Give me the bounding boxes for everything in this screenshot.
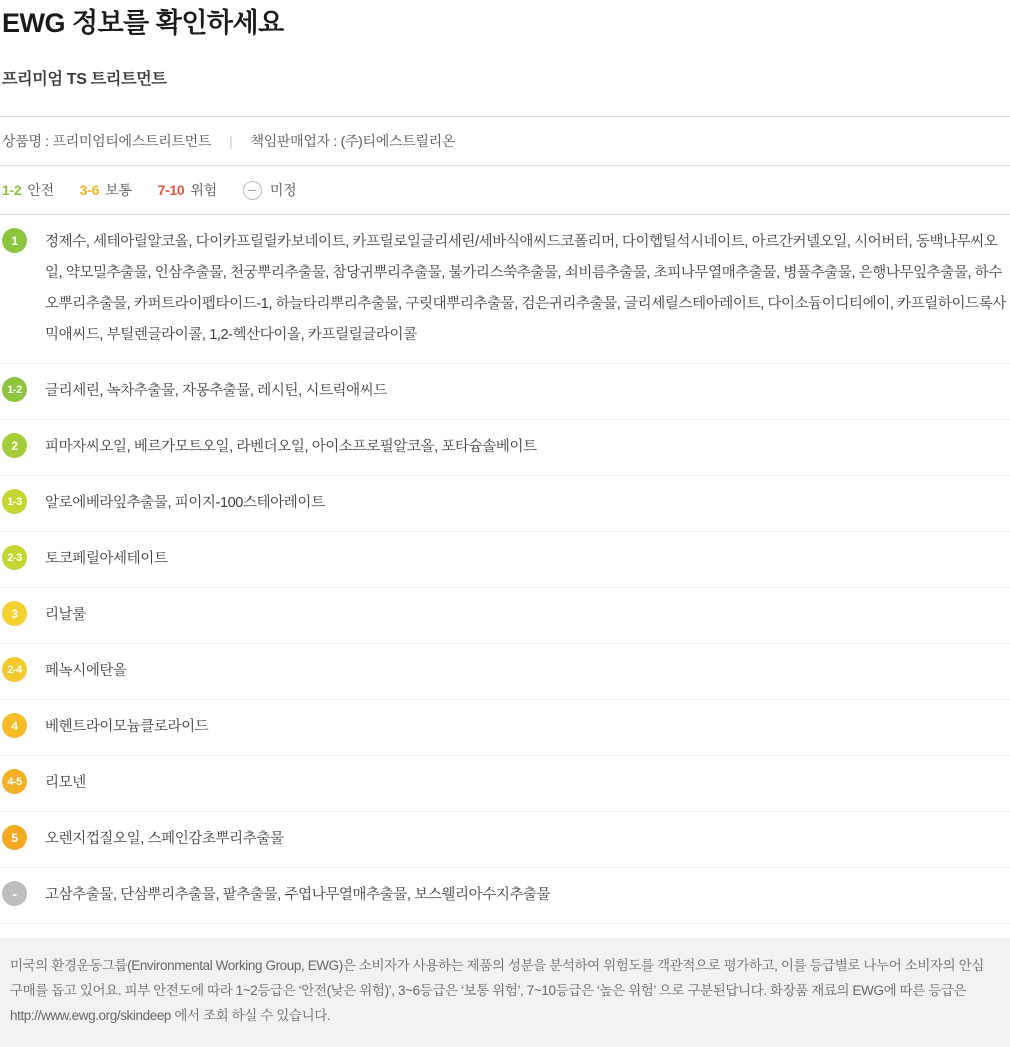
grade-badge: 2 [2, 433, 27, 458]
product-meta-row [0, 116, 1010, 166]
grade-badge: 5 [2, 825, 27, 850]
grade-badge: 4 [2, 713, 27, 738]
ingredient-row [0, 476, 1010, 532]
seller-text: 책임판매업자 : (주)티에스트릴리온 [250, 133, 456, 150]
ingredient-text: 리날룰 [45, 607, 86, 624]
ingredient-row [0, 868, 1010, 924]
minus-circle-icon [243, 181, 262, 200]
ingredient-text: 토코페릴아세테이트 [45, 551, 168, 568]
ingredient-list [0, 215, 1010, 924]
ingredient-row [0, 364, 1010, 420]
product-subtitle: 프리미엄 TS 트리트먼트 [2, 71, 167, 89]
ingredient-text: 베헨트라이모늄클로라이드 [45, 719, 209, 736]
ingredient-row [0, 215, 1010, 364]
grade-badge: 3 [2, 601, 27, 626]
grade-badge: 1-3 [2, 489, 27, 514]
ingredient-row [0, 532, 1010, 588]
grade-legend [0, 166, 1010, 215]
ingredient-text: 오렌지껍질오일, 스페인감초뿌리추출물 [45, 831, 284, 848]
grade-badge: 1 [2, 228, 27, 253]
legend-item-danger [158, 180, 217, 200]
ingredient-text: 리모넨 [45, 775, 86, 792]
ingredient-row [0, 644, 1010, 700]
ingredient-text: 글리세린, 녹차추출물, 자몽추출물, 레시틴, 시트릭애씨드 [45, 383, 387, 400]
legend-item-normal [80, 180, 132, 200]
ingredient-text: 정제수, 세테아릴알코올, 다이카프릴릴카보네이트, 카프릴로일글리세린/세바식애씨드코폴리머, 다이헵틸석시네이트, 아르간커넬오일, 시어버터, 동백나무씨오일, 약모밀추출물, 인삼추출물, 천궁뿌리추출물, 참당귀뿌리추출물, 불가리스쑥추출물, 쇠비름추출물, 초피나무열매추출물, 병풀추출물, 은행나무잎추출물, 하수오뿌리추출물, 카퍼트라이펩타이드-1, 하늘타리뿌리추출물, 구릿대뿌리추출물, 검은귀리추출물, 글리세릴스테아레이트, 다이소듐이디티에이, 카프릴하이드록사믹애씨드, 부틸렌글라이콜, 1,2-헥산다이올, 카프릴릴글라이콜 [45, 234, 1006, 344]
grade-badge: 4-5 [2, 769, 27, 794]
ingredient-text: 고삼추출물, 단삼뿌리추출물, 팥추출물, 주엽나무열매추출물, 보스웰리아수지추출물 [45, 887, 551, 904]
legend-item-safe [2, 180, 54, 200]
legend-key-normal: 3-6 [79, 182, 100, 199]
ingredient-row [0, 420, 1010, 476]
ingredient-text: 페녹시에탄올 [45, 663, 127, 680]
legend-item-undefined [243, 180, 296, 200]
legend-label-normal: 보통 [105, 182, 132, 199]
product-name-text: 상품명 : 프리미엄티에스트리트먼트 [2, 133, 212, 150]
ingredient-row [0, 812, 1010, 868]
ingredient-text: 알로에베라잎추출물, 피이지-100스테아레이트 [45, 495, 325, 512]
grade-badge-undefined: - [2, 881, 27, 906]
grade-badge: 2-4 [2, 657, 27, 682]
footer-description: 미국의 환경운동그룹(Environmental Working Group, EWG)은 소비자가 사용하는 제품의 성분을 분석하여 위험도를 객관적으로 평가하고, 이를 등급별로 나누어 소비자의 안심 구매를 돕고 있어요. 피부 안전도에 따라 1~2등급은 ‘안전(낮은 위험)’, 3~6등급은 ‘보통 위험’, 7~10등급은 ‘높은 위험’ 으로 구분된답니다. 화장품 재료의 EWG에 따른 등급은 http://www.ewg.org/skindeep 에서 조회 하실 수 있습니다. [0, 938, 1010, 1047]
page-title: EWG 정보를 확인하세요 [2, 8, 284, 38]
meta-separator: | [229, 133, 233, 150]
grade-badge: 1-2 [2, 377, 27, 402]
legend-label-safe: 안전 [27, 182, 54, 199]
ingredient-row [0, 700, 1010, 756]
ingredient-text: 피마자씨오일, 베르가모트오일, 라벤더오일, 아이소프로필알코올, 포타슘솔베이트 [45, 439, 537, 456]
legend-key-danger: 7-10 [157, 182, 185, 199]
legend-label-undefined: 미정 [269, 182, 297, 199]
grade-badge: 2-3 [2, 545, 27, 570]
ingredient-row [0, 756, 1010, 812]
ingredient-row [0, 588, 1010, 644]
legend-label-danger: 위험 [190, 182, 217, 199]
legend-key-safe: 1-2 [2, 182, 22, 199]
